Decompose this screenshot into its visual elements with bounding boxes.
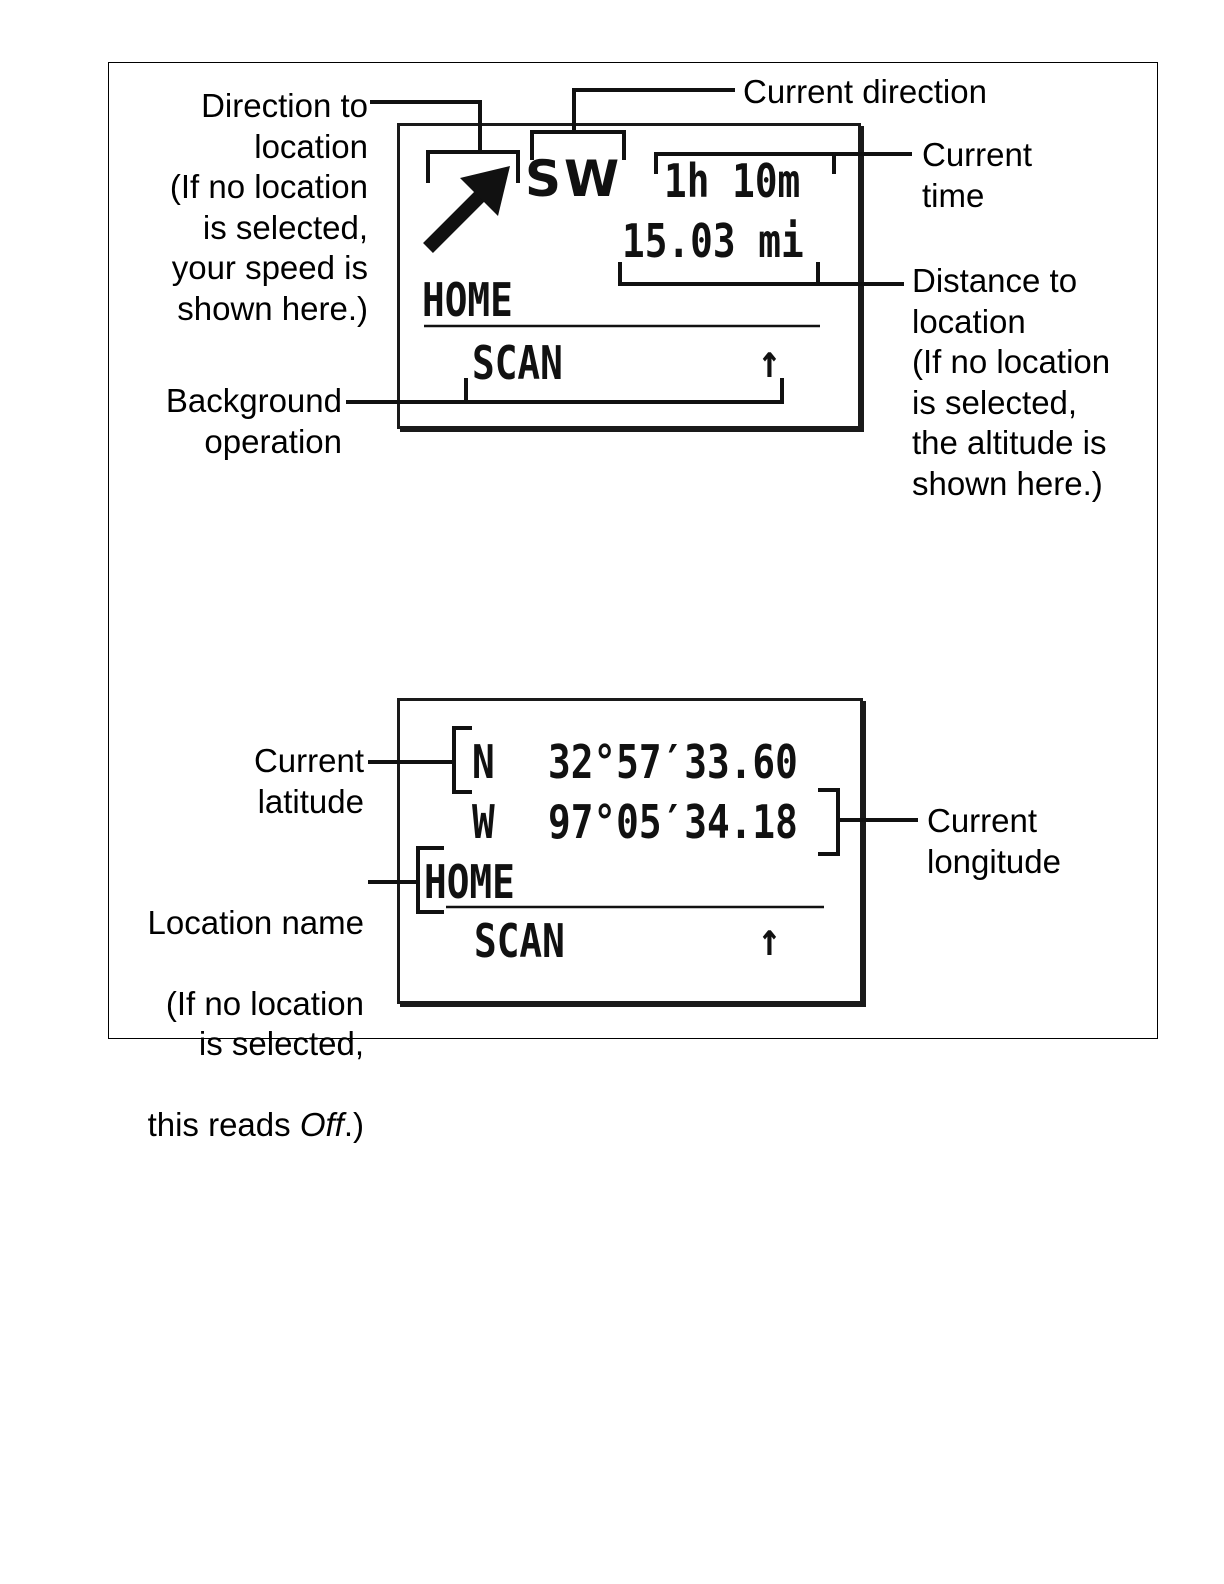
location-name-value: HOME — [422, 273, 513, 327]
label-current-time: Current time — [922, 136, 1033, 214]
bracket-direction-to-location — [428, 152, 518, 183]
callout-distance — [620, 262, 904, 284]
label-location-name-line1: Location name — [147, 903, 364, 941]
callout-current-time — [656, 154, 912, 174]
callout-direction-to-location — [370, 102, 480, 152]
label-background-operation: Background operation — [165, 382, 342, 460]
longitude-value: 97°05′34.18 — [548, 795, 798, 849]
label-distance-to-location: Distance to location (If no location is selected, the altitude is shown here.) — [912, 262, 1111, 502]
bracket-current-direction — [532, 132, 624, 160]
distance-value: 15.03 mi — [622, 214, 804, 268]
background-operation-value: SCAN — [472, 336, 563, 390]
current-time-value: 1h 10m — [664, 154, 801, 208]
background-arrow-icon: ↑ — [758, 912, 781, 966]
bracket-longitude — [818, 790, 838, 854]
label-direction-to-location: Direction to location (If no location is selected, your speed is shown here.) — [169, 87, 368, 327]
label-location-name-line3-suffix: .) — [343, 1106, 364, 1143]
latitude-hemisphere-value: N — [472, 735, 495, 789]
bracket-location-name — [418, 848, 444, 912]
longitude-hemisphere-value: W — [472, 795, 495, 849]
callout-current-direction — [574, 90, 735, 132]
label-current-latitude: Current latitude — [253, 742, 364, 820]
callout-background-operation — [346, 378, 782, 402]
label-location-name-line3-prefix: this reads — [147, 1106, 300, 1143]
label-current-longitude: Current longitude — [927, 802, 1061, 880]
background-arrow-icon: ↑ — [758, 334, 781, 388]
background-operation-value: SCAN — [474, 914, 565, 968]
label-location-name-line2: (If no location is selected, — [165, 984, 364, 1062]
label-location-name-off: Off — [299, 1106, 344, 1143]
label-current-direction: Current direction — [743, 73, 987, 110]
location-name-value: HOME — [424, 855, 515, 909]
latitude-value: 32°57′33.60 — [548, 735, 798, 789]
bracket-latitude — [454, 728, 472, 792]
current-direction-value: SW — [525, 150, 623, 208]
